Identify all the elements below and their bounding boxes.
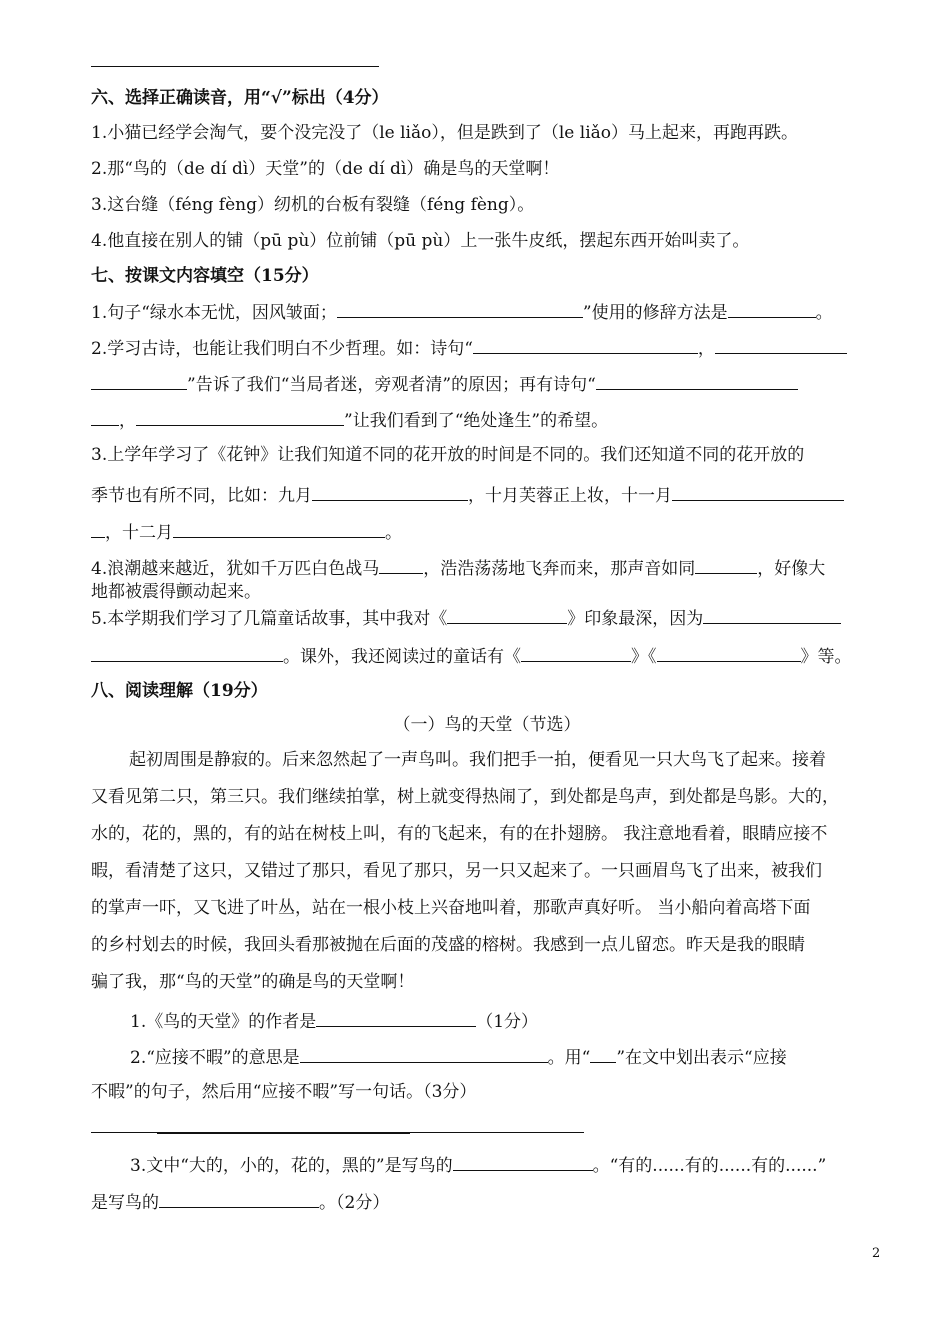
sec7-q5-line1 <box>91 605 883 631</box>
passage-line-3: 水的，花的，黑的，有的站在树枝上叫，有的飞起来，有的在扑翅膀。 我注意地看着，眼睛应接不 <box>91 824 828 844</box>
answer-line-b[interactable] <box>157 1132 410 1134</box>
sec7-q2-text-a: 2.学习古诗，也能让我们明白不少哲理。如：诗句“ <box>91 339 473 359</box>
sec8-q1 <box>130 1008 883 1034</box>
sec7-q3-text-c: ，十月芙蓉正上妆，十一月 <box>468 486 672 506</box>
sec7-q5-line2 <box>91 643 883 669</box>
sec7-q2-text-e: ”让我们看到了“绝处逢生”的希望。 <box>344 411 609 431</box>
sec7-q2-text-d: ， <box>119 411 136 431</box>
blank-q3-september[interactable] <box>312 482 468 501</box>
blank-q3-what[interactable] <box>453 1152 593 1171</box>
sec8-q3-text-d: 。（2分） <box>319 1193 390 1213</box>
blank-author[interactable] <box>316 1008 476 1027</box>
sec7-q5-text-e: 》等。 <box>800 647 852 667</box>
sec7-q5-text-c: 。课外，我还阅读过的童话有《 <box>283 647 521 667</box>
sec8-q2-text-a: 2.“应接不暇”的意思是 <box>130 1048 300 1068</box>
sec7-q2-text-b: ， <box>697 339 715 359</box>
passage-line-7: 骗了我，那“鸟的天堂”的确是鸟的天堂啊！ <box>91 972 415 992</box>
page-number: 2 <box>872 1246 881 1261</box>
sec7-q2-line2 <box>91 371 883 397</box>
sec8-q1-text-b: （1分） <box>476 1012 539 1032</box>
blank-q5-book2[interactable] <box>657 643 801 662</box>
sec7-q4-text-b: ，浩浩荡荡地飞奔而来，那声音如同 <box>423 559 696 579</box>
sec8-q3-line2 <box>91 1189 883 1215</box>
sec6-q1: 1.小猫已经学会淘气，要个没完没了（le liǎo），但是跌到了（le liǎo）马上起来，再跑再跌。 <box>91 123 799 143</box>
answer-line-a[interactable] <box>91 1132 157 1133</box>
blank-q2-poem2a[interactable] <box>596 371 798 390</box>
sec8-q2-line2: 不暇”的句子，然后用“应接不暇”写一句话。（3分） <box>91 1082 477 1102</box>
underline-mark <box>590 1044 616 1063</box>
blank-q2-poem1c[interactable] <box>91 371 187 390</box>
blank-q3-december[interactable] <box>173 519 385 538</box>
sec7-q4-text-a: 4.浪潮越来越近，犹如千万匹白色战马 <box>91 559 380 579</box>
blank-q5-favorite[interactable] <box>447 605 567 624</box>
answer-line-c[interactable] <box>410 1132 584 1133</box>
sec6-q2: 2.那“鸟的（de dí dì）天堂”的（de dí dì）确是鸟的天堂啊！ <box>91 159 560 179</box>
blank-q4-b[interactable] <box>695 555 757 574</box>
blank-q2-poem2b[interactable] <box>91 407 119 426</box>
sec7-q3-text-e: 。 <box>385 523 402 543</box>
sec8-q3-text-b: 。“有的......有的......有的......” <box>592 1156 827 1176</box>
sec7-q3-line1: 3.上学年学习了《花钟》让我们知道不同的花开放的时间是不同的。我们还知道不同的花开放的 <box>91 445 805 465</box>
sec7-q5-text-d: 》《 <box>631 647 657 667</box>
passage-line-4: 暇，看清楚了这只，又错过了那只，看见了那只，另一只又起来了。一只画眉鸟飞了出来，被我们 <box>91 861 822 881</box>
blank-q3-how[interactable] <box>159 1189 319 1208</box>
sec7-q5-text-b: 》印象最深，因为 <box>567 609 704 629</box>
sec8-q1-text-a: 1.《鸟的天堂》的作者是 <box>130 1012 317 1032</box>
blank-q5-book1[interactable] <box>521 643 631 662</box>
sec6-q4: 4.他直接在别人的铺（pū pù）位前铺（pū pù）上一张牛皮纸，摆起东西开始叫卖了。 <box>91 231 750 251</box>
sec7-q1 <box>91 299 883 325</box>
sec7-q4-line1 <box>91 555 883 581</box>
section-8-title: 八、阅读理解（19分） <box>91 681 268 701</box>
sec7-q4-text-c: ，好像大 <box>757 559 826 579</box>
sec7-q2-line3 <box>91 407 883 433</box>
sec7-q1-text-a: 1.句子“绿水本无忧，因风皱面； <box>91 303 337 323</box>
sec7-q2-text-c: ”告诉了我们“当局者迷，旁观者清”的原因；再有诗句“ <box>187 375 596 395</box>
sec8-q3-text-a: 3.文中“大的，小的，花的，黑的”是写鸟的 <box>130 1156 453 1176</box>
passage-title: （一）鸟的天堂（节选） <box>393 715 581 735</box>
passage-line-1: 起初周围是静寂的。后来忽然起了一声鸟叫。我们把手一拍，便看见一只大鸟飞了起来。接着 <box>129 750 826 770</box>
blank-q5-reason-b[interactable] <box>91 643 283 662</box>
blank-q2-poem1a[interactable] <box>473 335 698 354</box>
sec8-q3-text-c: 是写鸟的 <box>91 1193 159 1213</box>
sec7-q3-line2 <box>91 482 883 508</box>
section-6-title: 六、选择正确读音，用“√”标出（4分） <box>91 88 389 108</box>
sec7-q1-text-c: 。 <box>815 303 833 323</box>
sec8-q3-line1 <box>130 1152 883 1178</box>
sec7-q3-text-b: 季节也有所不同，比如：九月 <box>91 486 312 506</box>
sec8-q2-text-c: ”在文中划出表示“应接 <box>616 1048 787 1068</box>
sec6-q3: 3.这台缝（féng fèng）纫机的台板有裂缝（féng fèng）。 <box>91 195 535 215</box>
passage-line-6: 的乡村划去的时候，我回头看那被抛在后面的茂盛的榕树。我感到一点儿留恋。昨天是我的眼睛 <box>91 935 805 955</box>
blank-q3-november-a[interactable] <box>672 482 844 501</box>
blank-q2-poem1b[interactable] <box>715 335 847 354</box>
section-7-title: 七、按课文内容填空（15分） <box>91 266 319 286</box>
passage-line-5: 的掌声一吓，又飞进了叶丛，站在一根小枝上兴奋地叫着，那歌声真好听。 当小船向着高塔下面 <box>91 898 811 918</box>
blank-q1-rhetoric[interactable] <box>728 299 816 318</box>
passage-line-2: 又看见第二只，第三只。我们继续拍掌，树上就变得热闹了，到处都是鸟声，到处都是鸟影。大的， <box>91 787 839 807</box>
top-rule <box>91 66 379 67</box>
sec7-q4-line2: 地都被震得颤动起来。 <box>91 582 261 602</box>
sec7-q3-line3 <box>91 519 883 545</box>
blank-q4-a[interactable] <box>379 555 423 574</box>
sec7-q5-text-a: 5.本学期我们学习了几篇童话故事，其中我对《 <box>91 609 448 629</box>
blank-q3-november-b[interactable] <box>91 519 105 538</box>
blank-q1-sentence[interactable] <box>337 299 583 318</box>
blank-q5-reason-a[interactable] <box>703 605 841 624</box>
sec7-q2-line1 <box>91 335 883 361</box>
sec8-q2-text-b: 。用“ <box>547 1048 591 1068</box>
sec7-q1-text-b: ”使用的修辞方法是 <box>582 303 728 323</box>
sec8-q2-line1 <box>130 1044 883 1070</box>
blank-q2-poem2c[interactable] <box>136 407 344 426</box>
blank-meaning[interactable] <box>300 1044 548 1063</box>
sec7-q3-text-d: ，十二月 <box>105 523 173 543</box>
